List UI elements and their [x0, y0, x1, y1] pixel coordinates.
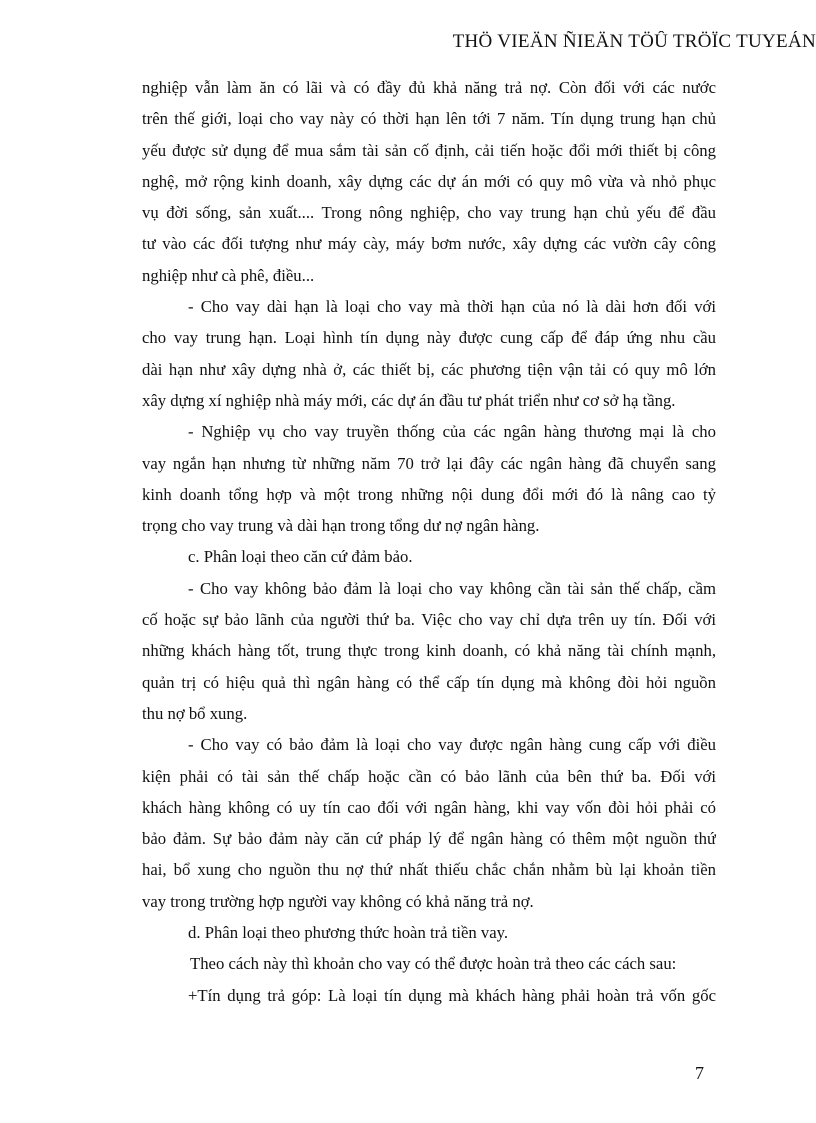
text-line: cho vay trung hạn. Loại hình tín dụng này được cung cấp để đáp ứng nhu cầu: [142, 328, 716, 348]
page-number: 7: [695, 1063, 704, 1083]
text-line: những khách hàng tốt, trung thực trong kinh doanh, có khả năng tài chính mạnh,: [142, 641, 716, 661]
page-header: THÖ VIEÄN ÑIEÄN TÖÛ TRÖÏC TUYEÁN: [452, 31, 816, 52]
text-line: hai, bổ xung cho nguồn thu nợ thứ nhất thiếu chắc chắn nhằm bù lại khoản tiền: [142, 860, 716, 880]
text-line: khách hàng không có uy tín cao đối với ngân hàng, khi vay vốn đòi hỏi phải có: [142, 797, 716, 817]
text-line: nghiệp như cà phê, điều...: [142, 265, 315, 285]
text-line: yếu được sử dụng để mua sắm tài sản cố định, cải tiến hoặc đổi mới thiết bị công: [142, 140, 716, 160]
text-line: vay trong trường hợp người vay không có khả năng trả nợ.: [142, 891, 534, 911]
section-heading: d. Phân loại theo phương thức hoàn trả tiền vay.: [188, 923, 509, 943]
paragraph-first-line: - Cho vay không bảo đảm là loại cho vay không cần tài sản thế chấp, cầm: [188, 578, 716, 598]
text-line: bảo đảm. Sự bảo đảm này căn cứ pháp lý để ngân hàng có thêm một nguồn thứ: [142, 829, 716, 849]
text-line: kinh doanh tổng hợp và một trong những nội dung đổi mới đó là nâng cao tỷ: [142, 484, 716, 504]
text-line: dài hạn như xây dựng nhà ở, các thiết bị, các phương tiện vận tải có quy mô lớn: [142, 359, 716, 379]
paragraph-first-line: +Tín dụng trả góp: Là loại tín dụng mà khách hàng phải hoàn trả vốn gốc: [188, 985, 716, 1005]
text-line: vụ đời sống, sản xuất.... Trong nông nghiệp, cho vay trung hạn chủ yếu để đầu: [142, 203, 716, 223]
paragraph-first-line: - Cho vay có bảo đảm là loại cho vay được ngân hàng cung cấp với điều: [188, 735, 716, 755]
section-heading: c. Phân loại theo căn cứ đảm bảo.: [188, 547, 413, 567]
text-line: thu nợ bổ xung.: [142, 703, 248, 723]
document-body: [142, 72, 716, 1011]
paragraph-first-line: - Nghiệp vụ cho vay truyền thống của các ngân hàng thương mại là cho: [188, 422, 716, 442]
text-line: trọng cho vay trung và dài hạn trong tổng dư nợ ngân hàng.: [142, 516, 540, 536]
paragraph-first-line: Theo cách này thì khoản cho vay có thể được hoàn trả theo các cách sau:: [190, 954, 677, 974]
text-line: tư vào các đối tượng như máy cày, máy bơm nước, xây dựng các vườn cây công: [142, 234, 716, 254]
paragraph-first-line: - Cho vay dài hạn là loại cho vay mà thời hạn của nó là dài hơn đối với: [188, 297, 716, 317]
text-line: vay ngắn hạn nhưng từ những năm 70 trở lại đây các ngân hàng đã chuyển sang: [142, 453, 716, 473]
text-line: quản trị có hiệu quả thì ngân hàng có thể cấp tín dụng mà không đòi hỏi nguồn: [142, 672, 716, 692]
text-line: nghệ, mở rộng kinh doanh, xây dựng các dự án mới có quy mô vừa và nhỏ phục: [142, 171, 716, 191]
text-line: xây dựng xí nghiệp nhà máy mới, các dự án đầu tư phát triển như cơ sở hạ tầng.: [142, 390, 676, 410]
text-line: kiện phải có tài sản thế chấp hoặc cần có bảo lãnh của bên thứ ba. Đối với: [142, 766, 716, 786]
text-line: nghiệp vẫn làm ăn có lãi và có đầy đủ khả năng trả nợ. Còn đối với các nước: [142, 78, 716, 97]
text-line: trên thế giới, loại cho vay này có thời hạn lên tới 7 năm. Tín dụng trung hạn chủ: [142, 109, 716, 129]
text-line: cố hoặc sự bảo lãnh của người thứ ba. Việc cho vay chỉ dựa trên uy tín. Đối với: [142, 610, 716, 630]
